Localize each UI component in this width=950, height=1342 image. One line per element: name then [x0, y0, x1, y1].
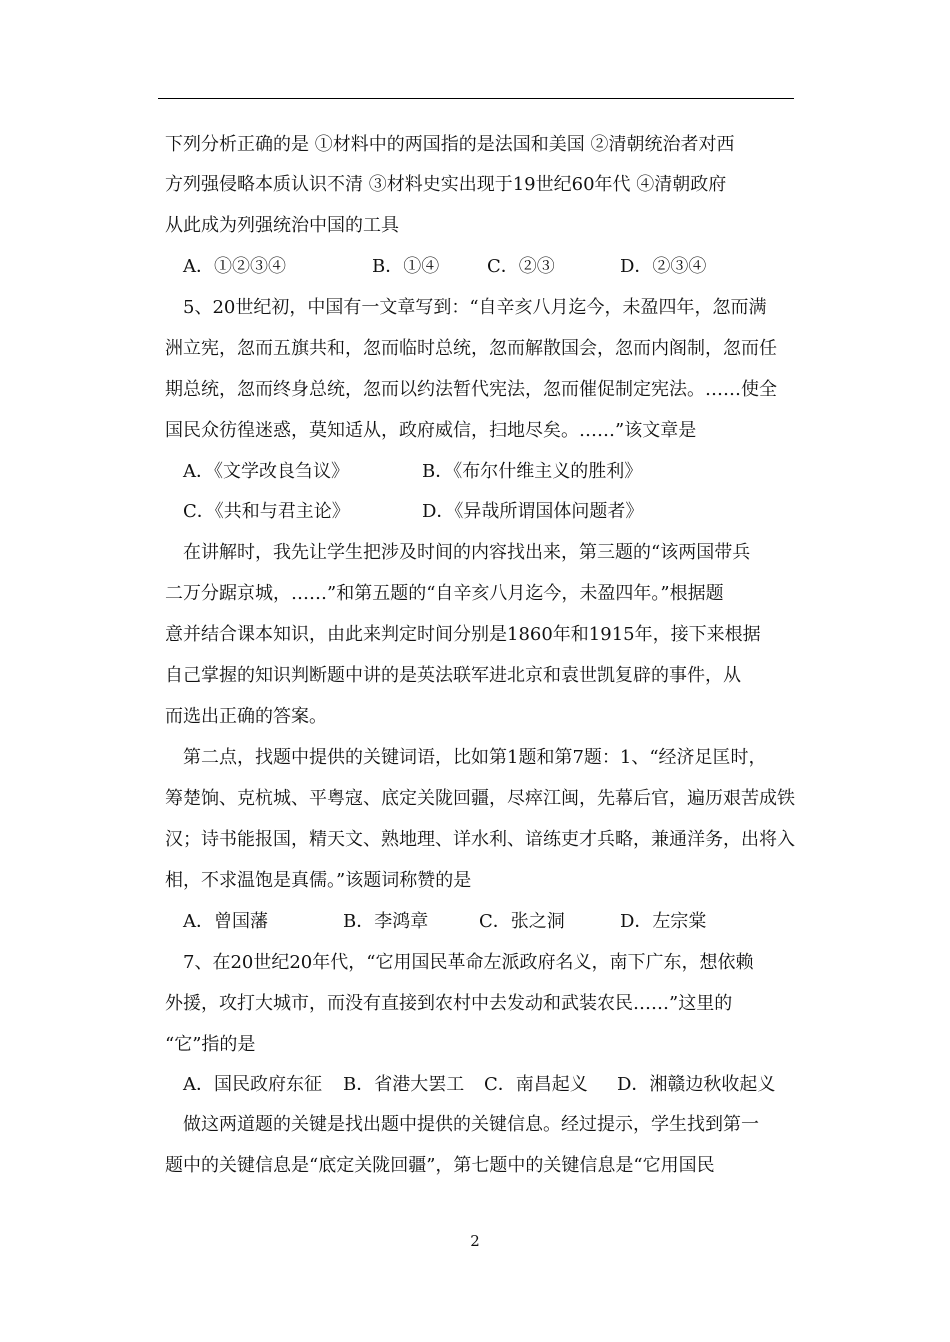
- q7-option-a: A．国民政府东征: [183, 1074, 322, 1095]
- page-number: 2: [470, 1232, 480, 1250]
- q4-option-c: C．②③: [487, 256, 555, 277]
- q5-text-line: 洲立宪，忽而五旗共和，忽而临时总统，忽而解散国会，忽而内阁制，忽而任: [165, 338, 777, 359]
- q1-option-a: A．曾国藩: [183, 911, 268, 932]
- paragraph-line: 题中的关键信息是“底定关陇回疆”，第七题中的关键信息是“它用国民: [165, 1155, 715, 1176]
- header-rule: [158, 98, 794, 99]
- q5-text-line: 5、20世纪初，中国有一文章写到：“自辛亥八月迄今，未盈四年，忽而满: [183, 297, 767, 318]
- q1-option-d: D．左宗棠: [620, 911, 707, 932]
- paragraph-line: 筹楚饷、克杭城、平粤寇、底定关陇回疆，尽瘁江闽，先幕后官，遍历艰苦成铁: [165, 788, 795, 809]
- q1-option-b: B．李鸿章: [343, 911, 429, 932]
- paragraph-line: 意并结合课本知识，由此来判定时间分别是1860年和1915年，接下来根据: [165, 624, 761, 645]
- q7-option-b: B．省港大罢工: [343, 1074, 465, 1095]
- q4-option-b: B．①④: [372, 256, 440, 277]
- q7-option-d: D．湘赣边秋收起义: [617, 1074, 776, 1095]
- paragraph-line: 二万分踞京城，……”和第五题的“自辛亥八月迄今，未盈四年。”根据题: [165, 583, 724, 604]
- q1-option-c: C．张之洞: [479, 911, 565, 932]
- paragraph-line: 汉；诗书能报国，精天文、熟地理、详水利、谙练吏才兵略，兼通洋务，出将入: [165, 829, 795, 850]
- q5-option-d: D．《异哉所谓国体问题者》: [422, 501, 644, 522]
- q7-text-line: 7、在20世纪20年代，“它用国民革命左派政府名义，南下广东，想依赖: [183, 952, 754, 973]
- q7-option-c: C．南昌起义: [484, 1074, 588, 1095]
- paragraph-line: 第二点，找题中提供的关键词语，比如第1题和第7题：1、“经济足匡时，: [183, 747, 767, 768]
- q7-text-line: 外援，攻打大城市，而没有直接到农村中去发动和武装农民……”这里的: [165, 993, 733, 1014]
- q5-text-line: 期总统，忽而终身总统，忽而以约法暂代宪法，忽而催促制定宪法。……使全: [165, 379, 777, 400]
- q5-option-b: B．《布尔什维主义的胜利》: [422, 461, 643, 482]
- q4-text-line: 从此成为列强统治中国的工具: [165, 215, 399, 236]
- q4-text-line: 下列分析正确的是 ①材料中的两国指的是法国和美国 ②清朝统治者对西: [165, 134, 735, 155]
- paragraph-line: 相，不求温饱是真儒。”该题词称赞的是: [165, 870, 472, 891]
- q4-option-d: D．②③④: [620, 256, 707, 277]
- paragraph-line: 自己掌握的知识判断题中讲的是英法联军进北京和袁世凯复辟的事件，从: [165, 665, 741, 686]
- q5-text-line: 国民众彷徨迷惑，莫知适从，政府威信，扫地尽矣。……”该文章是: [165, 420, 697, 441]
- q5-option-a: A．《文学改良刍议》: [183, 461, 349, 482]
- paragraph-line: 做这两道题的关键是找出题中提供的关键信息。经过提示，学生找到第一: [183, 1114, 759, 1135]
- q4-option-a: A．①②③④: [183, 256, 286, 277]
- q4-text-line: 方列强侵略本质认识不清 ③材料史实出现于19世纪60年代 ④清朝政府: [165, 174, 727, 195]
- q7-text-line: “它”指的是: [165, 1034, 256, 1055]
- q5-option-c: C．《共和与君主论》: [183, 501, 350, 522]
- paragraph-line: 而选出正确的答案。: [165, 706, 327, 727]
- paragraph-line: 在讲解时，我先让学生把涉及时间的内容找出来，第三题的“该两国带兵: [183, 542, 751, 563]
